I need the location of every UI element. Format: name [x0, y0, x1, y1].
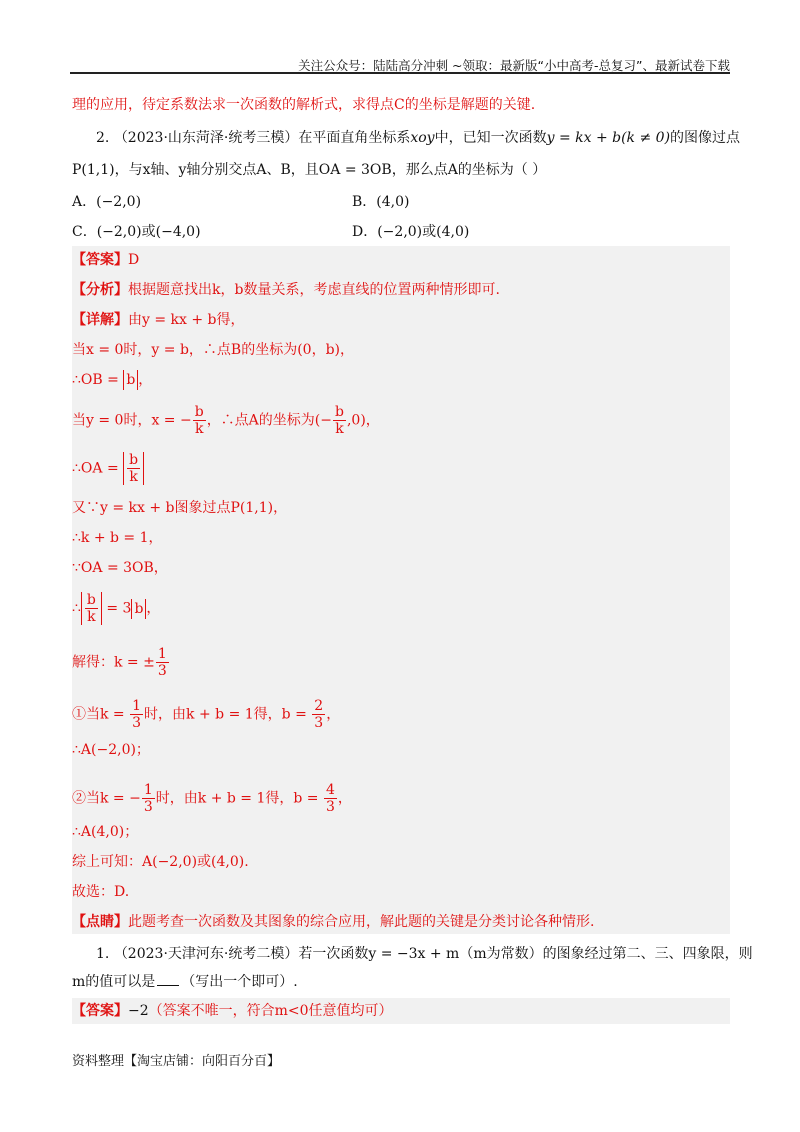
analysis-text: 根据题意找出k，b数量关系，考虑直线的位置两种情形即可. [128, 282, 500, 298]
q1-stem-text: 若一次函数y = −3x + m（m为常数）的图象经过第二、三、四象限，则 [298, 946, 753, 962]
q2-stem-line-1 [72, 128, 740, 148]
step-text: ， [146, 600, 161, 617]
q2-stem-text: 在平面直角坐标系 [298, 130, 411, 146]
abs-b: b [131, 599, 146, 619]
fraction-two-thirds: $\frac{2}{3}$ [314, 698, 324, 731]
q2-stem-text: 的图像过点 [670, 130, 741, 146]
q1-stem-line-1 [72, 944, 753, 964]
abs-b-over-k: $\frac{b}{k}$ [123, 452, 144, 485]
step-4 [72, 452, 144, 485]
fraction-b-over-k: $\frac{b}{k}$ [194, 404, 204, 437]
q2-option-a: A．(−2,0) [72, 194, 142, 210]
case-2 [72, 782, 352, 815]
analysis-label: 【分析】 [72, 282, 128, 298]
fraction-four-thirds: $\frac{4}{3}$ [326, 782, 335, 815]
answer-label: 【答案】 [72, 1003, 128, 1019]
q2-detail [72, 310, 245, 330]
step-text: 解得：k = ± [72, 654, 155, 671]
q1-stem-text: （写出一个即可）. [181, 974, 298, 990]
q2-analysis [72, 280, 500, 300]
comment-label: 【点睛】 [72, 914, 128, 930]
q2-option-b: B．(4,0) [352, 194, 410, 210]
step-text: ①当k = [72, 706, 130, 723]
step-text: ,0)， [346, 412, 380, 429]
answer-label: 【答案】 [72, 252, 128, 268]
q1-stem-text: m的值可以是 [72, 974, 156, 990]
fraction-b-over-k: $\frac{b}{k}$ [335, 404, 344, 437]
page-footer: 资料整理【淘宝店铺：向阳百分百】 [72, 1054, 281, 1069]
step-text: ， [326, 706, 341, 723]
step-2: ∴OB = b ， [72, 372, 153, 388]
q2-option-c: C．(−2,0)或(−4,0) [72, 224, 201, 240]
fraction-one-third: $\frac{1}{3}$ [143, 782, 153, 815]
intro-line: 理的应用，待定系数法求一次函数的解析式，求得点C的坐标是解题的关键. [72, 97, 536, 113]
step-text: ∴OA = [72, 460, 124, 477]
step-text: ②当k = − [72, 790, 141, 807]
answer-value: D [128, 252, 140, 268]
step-text: 当y = 0时，x = − [72, 412, 192, 429]
case-2-result: ∴A(4,0)； [72, 824, 139, 840]
step-9 [72, 646, 170, 679]
answer-value: −2 [128, 1003, 149, 1019]
abs-b: b [123, 370, 138, 390]
q2-option-d: D．(−2,0)或(4,0) [352, 224, 470, 240]
header-divider [70, 72, 730, 74]
step-6: ∴k + b = 1， [72, 530, 163, 546]
q1-stem-line-2 [72, 972, 298, 992]
q2-stem-text: 中，已知一次函数 [434, 130, 547, 146]
step-text: 时，由k + b = 1得，b = [144, 706, 312, 723]
abs-b-over-k: $\frac{b}{k}$ [81, 592, 102, 625]
q1-source: （2023·天津河东·统考二模） [113, 946, 299, 962]
detail-text: 由y = kx + b得， [128, 312, 245, 328]
q2-source: （2023·山东菏泽·统考三模） [113, 130, 299, 146]
comment-text: 此题考查一次函数及其图象的综合应用，解此题的关键是分类讨论各种情形. [128, 914, 595, 930]
step-1: 当x = 0时，y = b，∴点B的坐标为(0，b)， [72, 342, 355, 358]
q2-stem-formula: y = kx + b(k ≠ 0) [546, 130, 671, 146]
step-text: ， [337, 790, 352, 807]
fraction-one-third: $\frac{1}{3}$ [157, 646, 167, 679]
answer-note: （答案不唯一，符合m<0任意值均可） [148, 1003, 393, 1019]
case-1-result: ∴A(−2,0)； [72, 742, 150, 758]
step-7: ∵OA = 3OB， [72, 560, 168, 576]
q2-stem-text: xoy [410, 130, 435, 146]
q2-answer [72, 250, 139, 270]
step-text: 时，由k + b = 1得，b = [155, 790, 323, 807]
step-text: ∴ [72, 600, 81, 617]
q1-number: 1. [96, 946, 110, 962]
answer-blank [157, 985, 179, 986]
case-1 [72, 698, 340, 731]
step-3 [72, 404, 380, 437]
conclusion: 综上可知：A(−2,0)或(4,0). [72, 854, 249, 870]
step-8 [72, 592, 160, 625]
q1-answer [72, 1001, 393, 1021]
q2-comment [72, 912, 594, 932]
step-text: ∴OB = [72, 372, 124, 388]
choose-line: 故选：D. [72, 884, 130, 900]
q2-number: 2. [96, 130, 110, 146]
step-5: 又∵y = kx + b图象过点P(1,1)， [72, 500, 288, 516]
step-text: ，∴点A的坐标为(− [206, 412, 332, 429]
fraction-one-third: $\frac{1}{3}$ [132, 698, 142, 731]
detail-label: 【详解】 [72, 312, 128, 328]
step-text: = 3 [101, 600, 132, 617]
page-header: 关注公众号：陆陆高分冲刺 ~领取：最新版“小中高考-总复习”、最新试卷下载 [298, 58, 730, 73]
q2-stem-line-2: P(1,1)，与x轴、y轴分别交点A、B，且OA = 3OB，那么点A的坐标为（ ） [72, 162, 547, 178]
